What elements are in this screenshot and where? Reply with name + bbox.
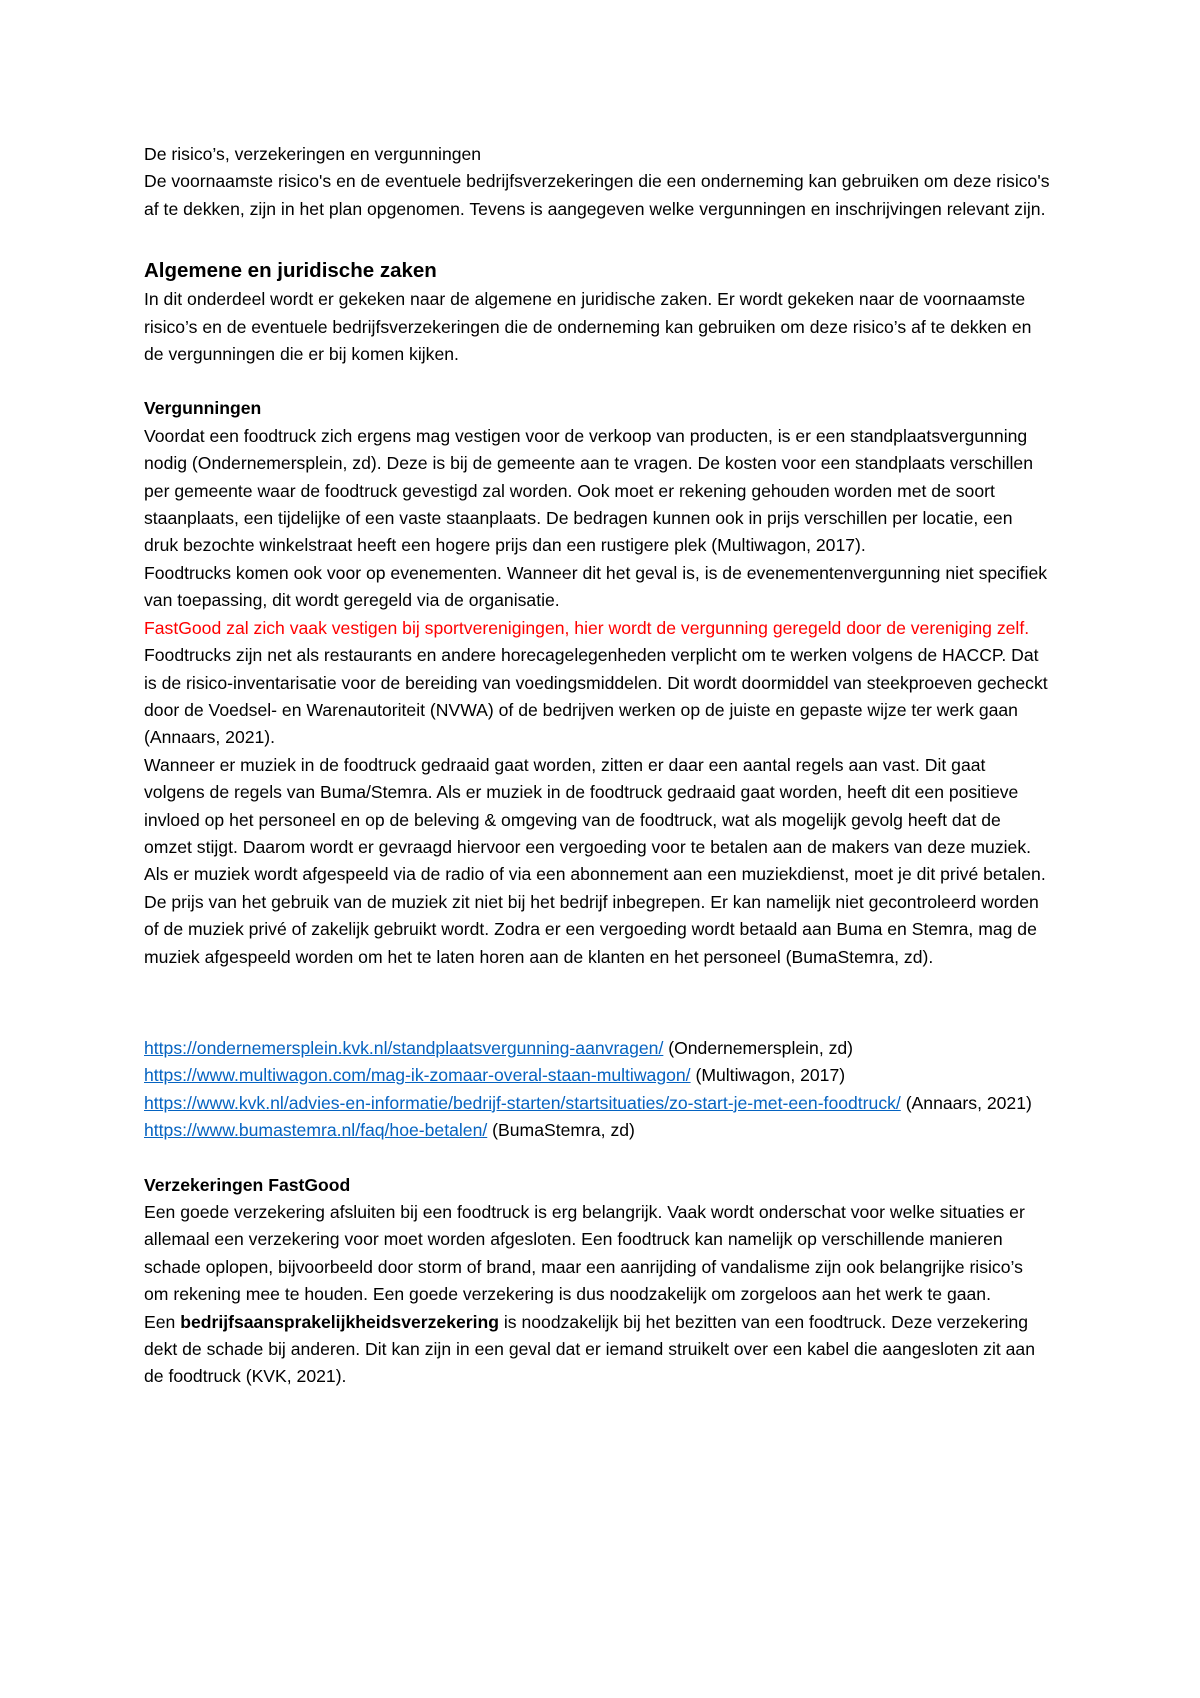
source-link[interactable]: https://ondernemersplein.kvk.nl/standplaatsvergunning-aanvragen/ (144, 1037, 664, 1058)
intro-paragraph: De voornaamste risico's en de eventuele bedrijfsverzekeringen die een onderneming kan gebruiken om deze risico's af te dekken, zijn in het plan opgenomen. Tevens is aangegeven welke vergunningen en inschrijvingen relevant zijn. (144, 171, 1050, 219)
source-link[interactable]: https://www.kvk.nl/advies-en-informatie/bedrijf-starten/startsituaties/zo-start-je-met-een-foodtruck/ (144, 1092, 901, 1113)
vergunningen-heading: Vergunningen (144, 398, 262, 419)
verzekeringen-heading: Verzekeringen FastGood (144, 1174, 351, 1195)
bold-term: bedrijfsaansprakelijkheidsverzekering (180, 1311, 499, 1332)
section-paragraph: In dit onderdeel wordt er gekeken naar de algemene en juridische zaken. Er wordt gekeken naar de voornaamste risico’s en de eventuele bedrijfsverzekeringen die de onderneming kan gebruiken om deze risico’s af te dekken en de vergunningen die er bij komen kijken. (144, 289, 1032, 365)
source-citation: (Multiwagon, 2017) (690, 1065, 846, 1086)
source-item (144, 1090, 1050, 1117)
source-link[interactable]: https://www.bumastemra.nl/faq/hoe-betalen/ (144, 1120, 488, 1141)
vergunningen-paragraph-highlight: FastGood zal zich vaak vestigen bij sportverenigingen, hier wordt de vergunning geregeld door de vereniging zelf. (144, 617, 1030, 638)
source-link[interactable]: https://www.multiwagon.com/mag-ik-zomaar-overal-staan-multiwagon/ (144, 1065, 691, 1086)
source-citation: (BumaStemra, zd) (487, 1120, 635, 1141)
text-run: is noodzakelijk bij het bezitten van een foodtruck. Deze verzekering dekt de schade bij anderen. Dit kan zijn in een geval dat er iemand struikelt over een kabel die aangesloten zit aan de foodtruck (KVK, 2021). (144, 1311, 1036, 1387)
text-run: Een (144, 1311, 181, 1332)
source-item (144, 1117, 1050, 1144)
vergunningen-paragraph-2: Foodtrucks komen ook voor op evenementen. Wanneer dit het geval is, is de evenementenvergunning niet specifiek van toepassing, dit wordt geregeld via de organisatie. (144, 562, 1048, 611)
sources-list (144, 1035, 1050, 1145)
vergunningen-paragraph-5: Wanneer er muziek in de foodtruck gedraaid gaat worden, zitten er daar een aantal regels aan vast. Dit gaat volgens de regels van Buma/Stemra. Als er muziek in de foodtruck gedraaid gaat worden, heeft dit een positieve invloed op het personeel en op de beleving & omgeving van de foodtruck, wat als mogelijk gevolg heeft dat de omzet stijgt. Daarom wordt er gevraagd hiervoor een vergoeding voor te betalen aan de makers van deze muziek. Als er muziek wordt afgespeeld via de radio of via een abonnement aan een muziekdienst, moet je dit privé betalen. De prijs van het gebruik van de muziek zit niet bij het bedrijf inbegrepen. Er kan namelijk niet gecontroleerd worden of de muziek privé of zakelijk gebruikt wordt. Zodra er een vergoeding wordt betaald aan Buma en Stemra, mag de muziek afgespeeld worden om het te laten horen aan de klanten en het personeel (BumaStemra, zd). (144, 754, 1046, 967)
source-citation: (Annaars, 2021) (900, 1092, 1032, 1113)
verzekeringen-paragraph-2 (144, 1309, 1050, 1391)
source-citation: (Ondernemersplein, zd) (663, 1037, 854, 1058)
intro-title: De risico’s, verzekeringen en vergunningen (144, 144, 482, 164)
source-item (144, 1035, 1050, 1062)
vergunningen-paragraph-4: Foodtrucks zijn net als restaurants en andere horecagelegenheden verplicht om te werken volgens de HACCP. Dat is de risico-inventarisatie voor de bereiding van voedingsmiddelen. Dit wordt doormiddel van steekproeven gecheckt door de Voedsel- en Warenautoriteit (NVWA) of de bedrijven werken op de juiste en gepaste wijze ter werk gaan (Annaars, 2021). (144, 645, 1048, 748)
source-item (144, 1062, 1050, 1089)
vergunningen-paragraph-1: Voordat een foodtruck zich ergens mag vestigen voor de verkoop van producten, is er een standplaatsvergunning nodig (Ondernemersplein, zd). Deze is bij de gemeente aan te vragen. De kosten voor een standplaats verschillen per gemeente waar de foodtruck gevestigd zal worden. Ook moet er rekening gehouden worden met de soort staanplaats, een tijdelijke of een vaste staanplaats. De bedragen kunnen ook in prijs verschillen per locatie, een druk bezochte winkelstraat heeft een hogere prijs dan een rustigere plek (Multiwagon, 2017). (144, 425, 1033, 556)
verzekeringen-paragraph-1: Een goede verzekering afsluiten bij een foodtruck is erg belangrijk. Vaak wordt onderschat voor welke situaties er allemaal een verzekering voor moet worden afgesloten. Een foodtruck kan namelijk op verschillende manieren schade oplopen, bijvoorbeeld door storm of brand, maar een aanrijding of vandalisme zijn ook belangrijke risico’s om rekening mee te houden. Een goede verzekering is dus noodzakelijk om zorgeloos aan het werk te gaan. (144, 1202, 1025, 1305)
section-heading: Algemene en juridische zaken (144, 259, 437, 283)
